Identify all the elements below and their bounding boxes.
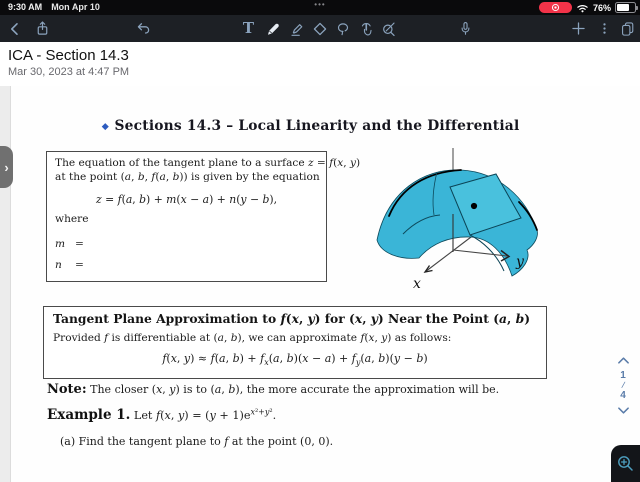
pen-tool-button[interactable] [262,18,283,39]
n-equals: = [75,259,84,271]
note-title[interactable]: ICA - Section 14.3 [8,47,129,64]
tangent-plane-equation: z = f(a, b) + m(x − a) + n(y − b), [95,193,278,206]
more-options-button[interactable] [594,18,615,39]
note-text: The closer (x, y) is to (a, b), the more accurate the approximation will be. [86,383,500,396]
current-page-number: 1 [620,370,626,381]
pen-icon [264,20,282,38]
eraser-tool-button[interactable] [309,18,330,39]
section-heading [103,118,519,134]
note-header [0,42,640,87]
example-part-a: (a) Find the tangent plane to f at the point (0, 0). [60,435,334,448]
definition-line-1: The equation of the tangent plane to a surface z = f(x, y) [55,157,361,169]
y-axis-label: y [516,254,524,270]
more-dots-icon [597,20,612,37]
tangency-point [471,203,477,209]
page-navigator [613,356,633,415]
zoom-pen-tool-button[interactable] [378,18,399,39]
page-down-icon[interactable] [617,406,630,415]
share-button[interactable] [32,18,53,39]
battery-percent: 76% [592,2,611,13]
approximation-box-body: Provided f is differentiable at (a, b), we can approximate f(x, y) as follows: [53,332,452,344]
status-right [539,2,636,13]
approximation-box [43,306,547,379]
tap-pointer-tool-button[interactable] [355,18,376,39]
note-line [47,382,499,397]
text-tool-button[interactable] [238,18,259,39]
eraser-icon [311,20,329,38]
zoom-corner-button[interactable] [611,445,640,482]
wifi-icon [576,3,589,13]
share-icon [34,20,51,37]
chevron-back-icon [7,21,23,37]
approximation-equation: f(x, y) ≈ f(a, $b) + f_x(a$, $b)(x - a) + f_y(a$, b)(y − b) [162,352,428,368]
multitask-dots: ••• [314,0,326,9]
plus-icon [570,20,587,37]
battery-icon [615,2,636,13]
m-equals: = [75,238,84,250]
microphone-icon [457,20,474,37]
sidebar-pull-tab[interactable] [0,146,13,188]
record-icon [551,3,560,12]
example-text: Let f(x, $y) = (y + 1)e^{x^2+y^2}$. [130,407,277,422]
note-label: Note: [47,382,87,397]
pages-icon [619,20,636,37]
surface-plot [373,142,548,294]
lasso-icon [334,20,352,38]
approximation-box-title: Tangent Plane Approximation to f(x, y) for (x, y) Near the Point (a, b) [53,311,531,326]
status-left [8,2,100,12]
zoom-pen-icon [380,20,398,38]
highlighter-icon [288,20,306,38]
where-label: where [55,213,89,225]
text-tool-icon: T [242,19,255,37]
total-page-number: 4 [620,390,626,401]
example-label: Example 1. [47,407,131,423]
microphone-button[interactable] [455,18,476,39]
sidebar-tab-chevron-icon: › [4,159,9,175]
screen-recording-indicator[interactable] [539,2,572,13]
n-symbol: n [55,259,62,271]
highlighter-tool-button[interactable] [286,18,307,39]
heading-bullet-icon [102,123,108,129]
lasso-tool-button[interactable] [332,18,353,39]
tangent-plane-definition-box [46,151,361,282]
status-date: Mon Apr 10 [51,2,100,12]
note-date: Mar 30, 2023 at 4:47 PM [8,66,130,78]
status-bar [0,0,640,15]
add-page-button[interactable] [568,18,589,39]
back-button[interactable] [4,18,25,39]
undo-icon [135,20,152,37]
clock: 9:30 AM [8,2,43,12]
document-page [0,86,640,482]
x-axis-label: x [413,276,421,292]
pages-overview-button[interactable] [617,18,638,39]
example-line [47,407,276,423]
undo-button[interactable] [133,18,154,39]
page-up-icon[interactable] [617,356,630,365]
tap-pointer-icon [357,20,375,38]
tangent-plane-figure [373,142,548,294]
page-separator: / [620,379,626,391]
section-heading-text: Sections 14.3 – Local Linearity and the Differential [114,118,520,134]
magnifier-plus-icon [616,454,635,473]
m-symbol: m [55,238,66,250]
definition-line-2: at the point (a, b, f(a, b)) is given by the equation [55,171,320,183]
toolbar [0,15,640,43]
